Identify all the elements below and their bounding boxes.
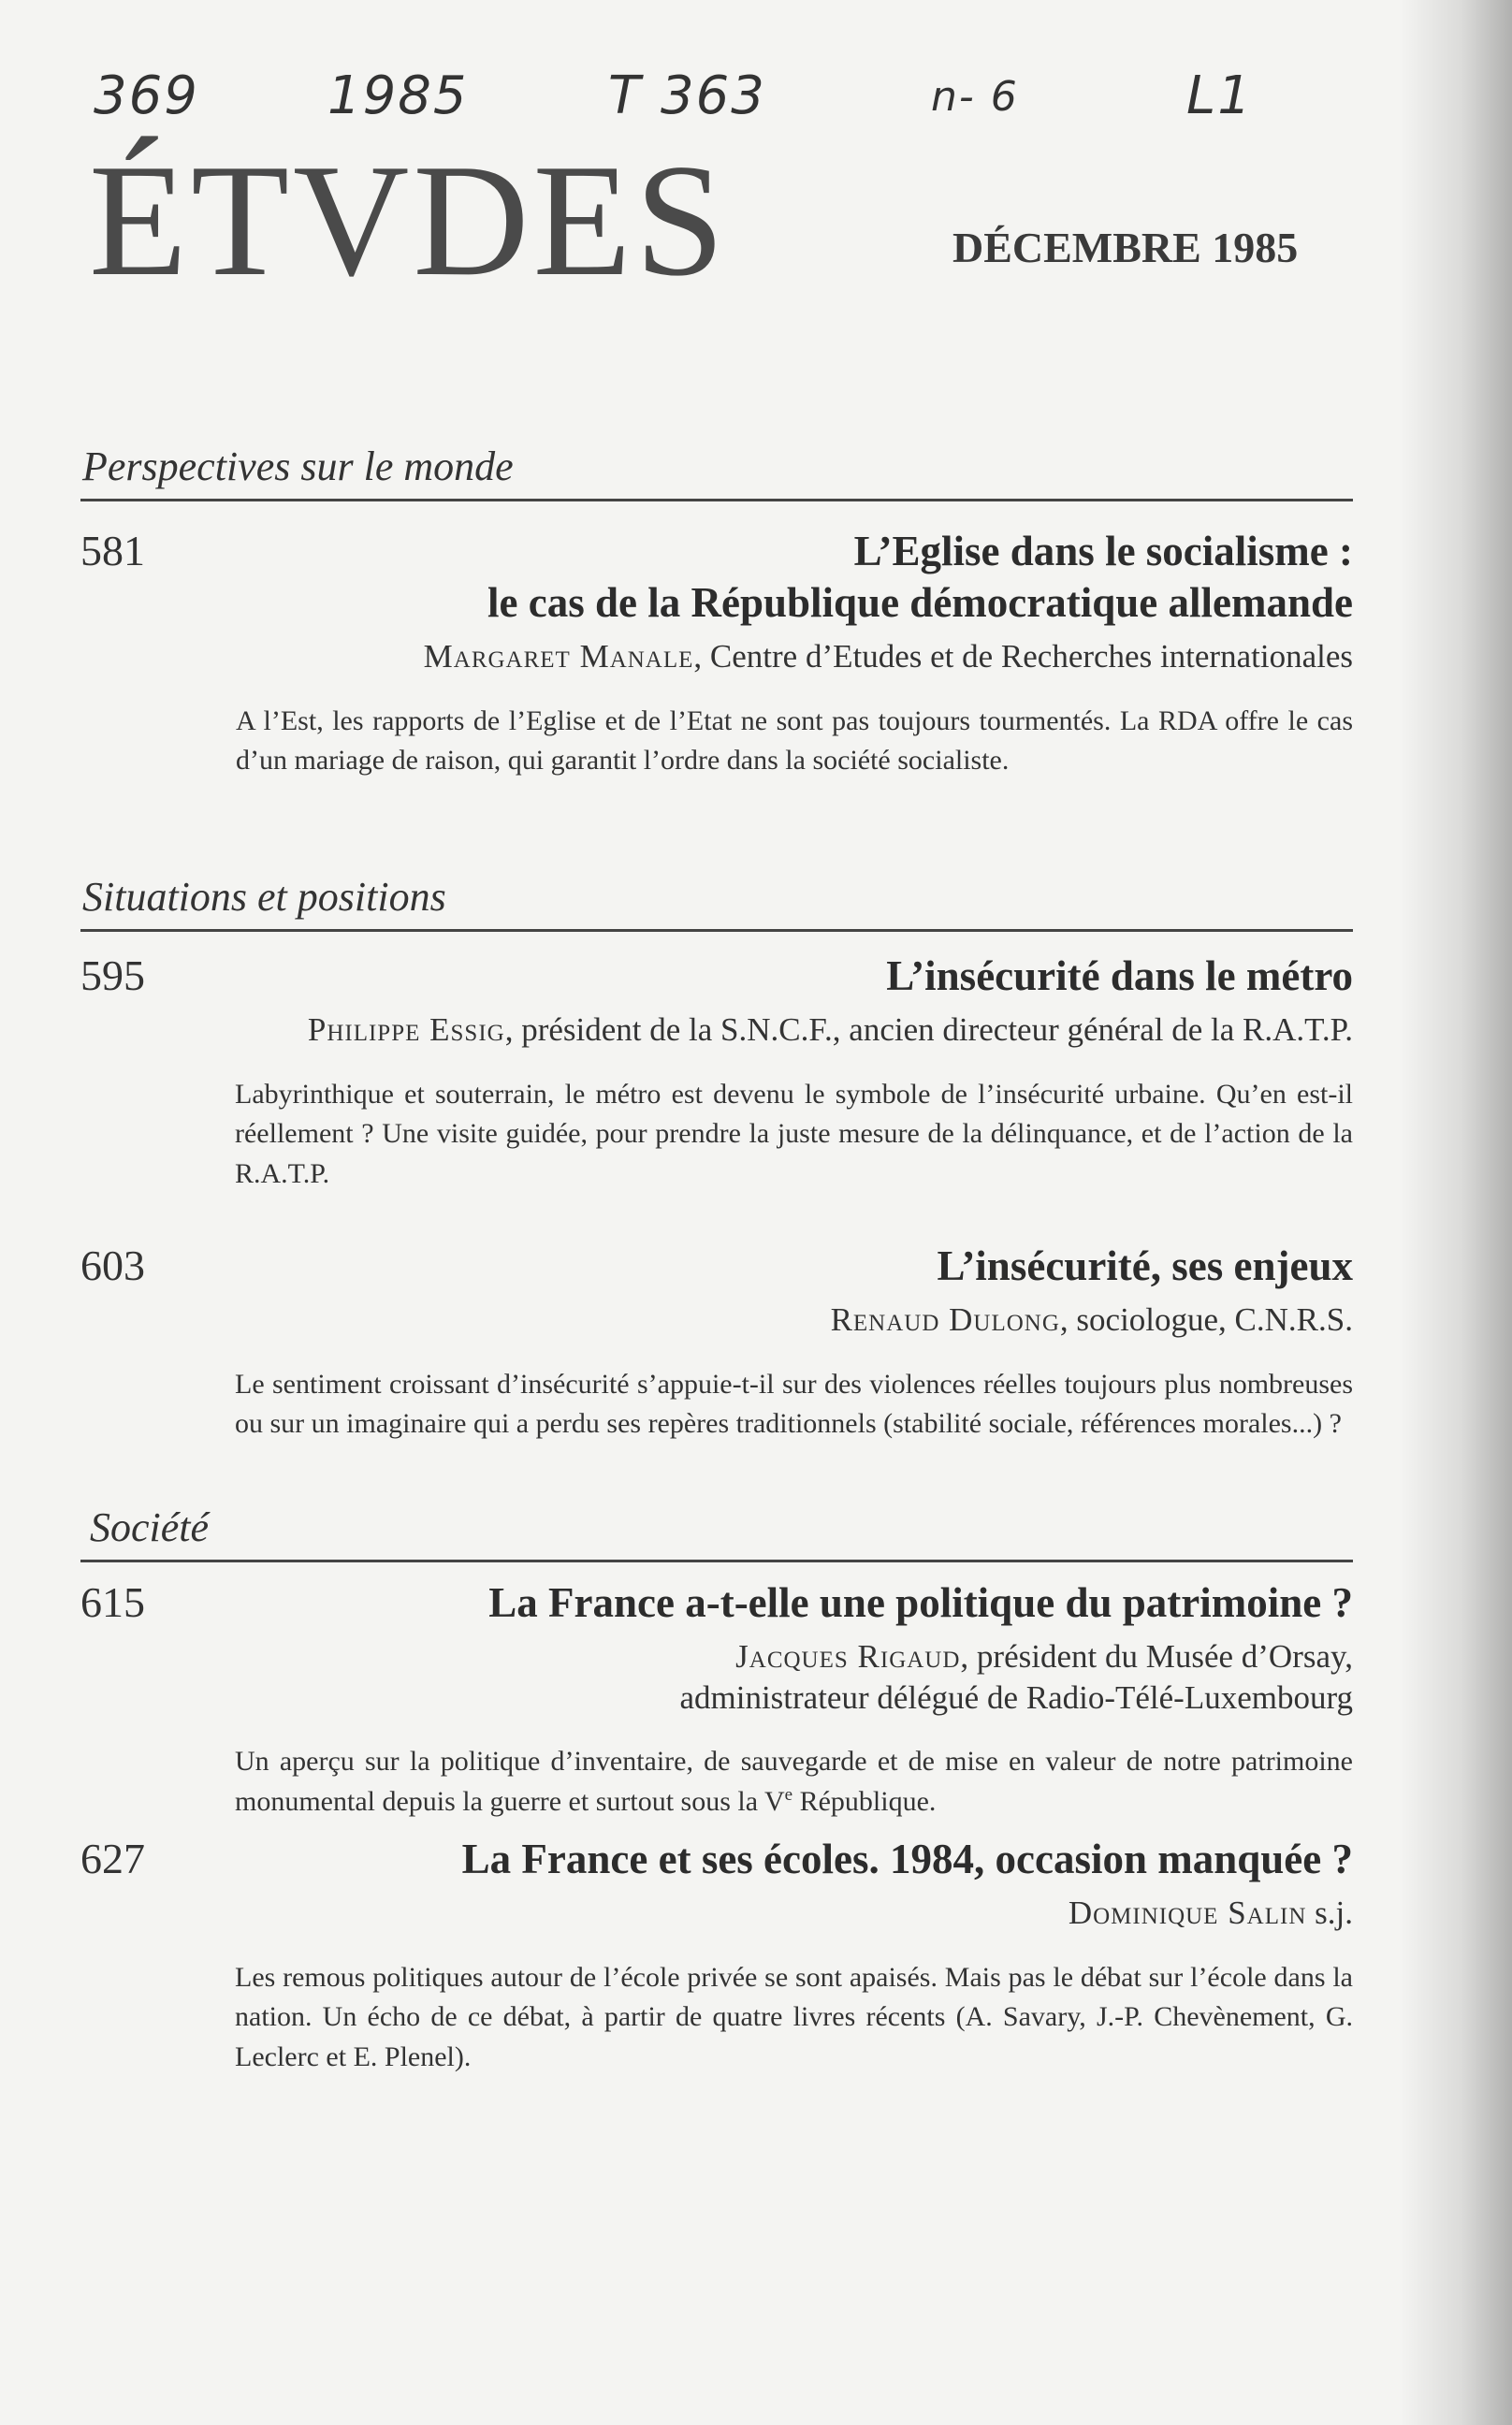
author-name: Dominique Salin	[1068, 1894, 1307, 1931]
article-595	[80, 951, 1353, 1194]
section-situations	[80, 874, 1353, 932]
article-abstract	[235, 1742, 1353, 1822]
section-rule	[80, 499, 1353, 501]
author-name: Jacques Rigaud	[735, 1637, 961, 1675]
article-title: La France et ses écoles. 1984, occasion manquée ?	[461, 1836, 1353, 1882]
article-615	[80, 1577, 1353, 1822]
article-abstract: A l’Est, les rapports de l’Eglise et de l’Etat ne sont pas toujours tourmentés. La RDA offre le cas d’un mariage de raison, qui garantit l’ordre dans la société socialiste.	[236, 704, 1353, 777]
author-role: , Centre d’Etudes et de Recherches internationales	[693, 637, 1353, 675]
issue-date: DÉCEMBRE 1985	[952, 224, 1299, 271]
article-title: La France a-t-elle une politique du patrimoine ?	[488, 1579, 1353, 1626]
page-number: 627	[80, 1835, 145, 1882]
article-title: L’insécurité, ses enjeux	[937, 1242, 1353, 1289]
page-number: 595	[80, 951, 145, 999]
abstract-text-end: République.	[792, 1785, 937, 1817]
section-title: Situations et positions	[82, 874, 446, 920]
handwritten-note-5: L1	[1186, 65, 1253, 126]
article-581	[80, 526, 1353, 781]
author-role-line-2: administrateur délégué de Radio-Télé-Luxembourg	[679, 1678, 1353, 1716]
article-603	[80, 1241, 1353, 1445]
handwritten-note-2: 1985	[327, 65, 469, 126]
section-rule	[80, 929, 1353, 932]
article-title: L’insécurité dans le métro	[886, 952, 1353, 999]
abstract-superscript: e	[784, 1784, 793, 1805]
page-number: 581	[80, 527, 145, 574]
article-author	[80, 636, 1353, 677]
section-perspectives	[80, 443, 1353, 501]
article-author	[80, 1636, 1353, 1719]
page-number: 615	[80, 1578, 145, 1626]
author-name: Margaret Manale	[423, 637, 694, 675]
article-abstract: Labyrinthique et souterrain, le métro est devenu le symbole de l’insécurité urbaine. Qu’en est-il réellement ? Une visite guidée, pour prendre la juste mesure de la délinquance, et de l’action de la R.A.T.P.	[235, 1078, 1353, 1189]
author-role: s.j.	[1306, 1894, 1353, 1931]
handwritten-note-3: T 363	[608, 65, 766, 126]
section-rule	[80, 1560, 1353, 1562]
article-abstract: Les remous politiques autour de l’école privée se sont apaisés. Mais pas le débat sur l’école dans la nation. Un écho de ce débat, à partir de quatre livres récents (A. Savary, J.-P. Chevènement, G. Leclerc et E. Plenel).	[235, 1961, 1353, 2072]
section-societe	[80, 1504, 1353, 1562]
author-role: , président du Musée d’Orsay,	[960, 1637, 1353, 1675]
journal-title: ÉTVDES	[89, 132, 729, 310]
abstract-text: Un aperçu sur la politique d’inventaire, de sauvegarde et de mise en valeur de notre patrimoine monumental depuis la guerre et surtout sous la V	[235, 1746, 1353, 1817]
author-role: , président de la S.N.C.F., ancien directeur général de la R.A.T.P.	[504, 1010, 1353, 1048]
handwritten-note-4: n- 6	[931, 73, 1019, 121]
section-title: Société	[90, 1504, 210, 1550]
author-name: Renaud Dulong	[830, 1300, 1060, 1338]
article-627	[80, 1834, 1353, 2077]
article-title-line-2: le cas de la République démocratique allemande	[487, 578, 1353, 626]
page-number: 603	[80, 1242, 145, 1289]
author-name: Philippe Essig	[307, 1010, 505, 1048]
article-title-line-1: L’Eglise dans le socialisme :	[853, 528, 1353, 574]
author-role: , sociologue, C.N.R.S.	[1059, 1300, 1353, 1338]
handwritten-note-1: 369	[94, 65, 199, 126]
page-edge-shadow	[1400, 0, 1512, 2425]
article-title	[80, 526, 1353, 629]
article-author	[80, 1009, 1353, 1051]
article-author	[80, 1300, 1353, 1341]
section-title: Perspectives sur le monde	[82, 443, 514, 489]
article-author	[80, 1893, 1353, 1934]
article-abstract: Le sentiment croissant d’insécurité s’appuie-t-il sur des violences réelles toujours plus nombreuses ou sur un imaginaire qui a perdu ses repères traditionnels (stabilité sociale, références morales...) ?	[235, 1368, 1353, 1440]
